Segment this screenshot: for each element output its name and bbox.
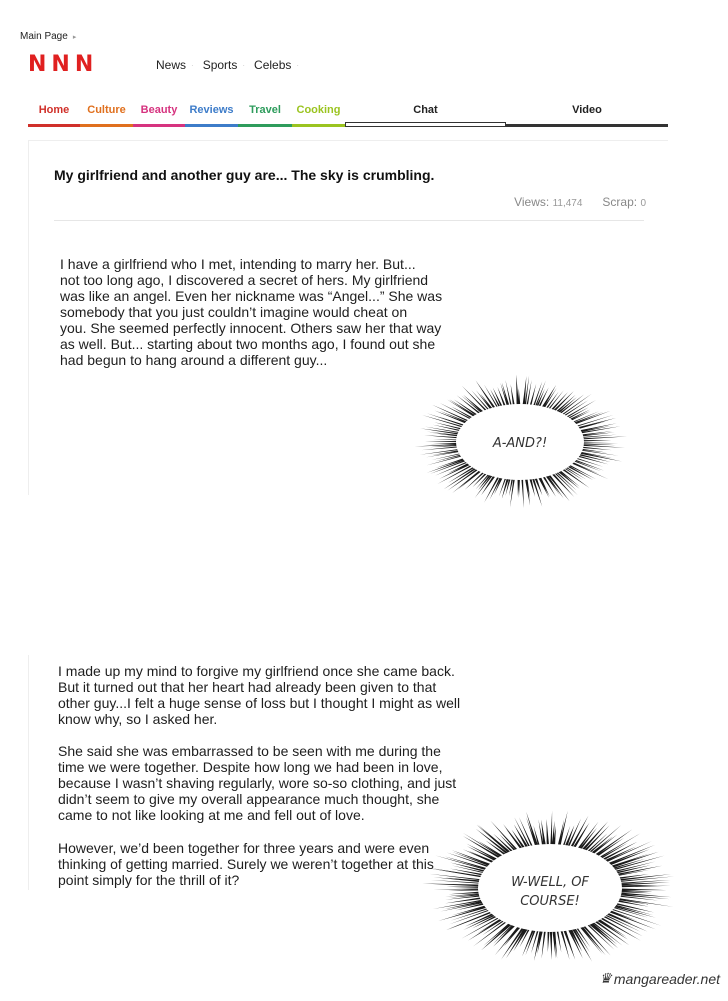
burst-spike [481,922,513,950]
panel-border [28,140,29,495]
tab-home[interactable] [28,103,80,127]
tab-underline [238,124,292,127]
burst-spike [422,446,461,450]
tab-cooking[interactable] [292,103,345,127]
burst-spike [454,399,479,416]
burst-spike [447,399,477,417]
burst-spike [526,812,538,847]
article-paragraph: I have a girlfriend who I met, intending to marry her. But... not too long ago, I discovered a secret of hers. My girlfriend was like an angel. Even her nickname was “Angel...” She was somebody that you just couldn’t imagine would cheat on you. She seemed perfectly innocent. Others saw her that way as well. But... starting about two months ago, I found out she had begun to hang around a different guy... [60,256,443,368]
burst-spike [510,478,515,508]
burst-spike [425,441,460,442]
tab-beauty[interactable] [133,103,185,127]
tab-travel[interactable] [238,103,292,127]
burst-spike [511,384,515,406]
tab-label: Beauty [140,104,178,116]
tab-underline [80,124,133,127]
burst-spike [471,390,490,411]
article-meta [514,195,646,209]
burst-spike [550,930,552,960]
tab-label: Reviews [189,104,234,116]
burst-spike [577,452,622,462]
tab-label: Travel [249,104,281,116]
tab-chat[interactable] [345,103,506,127]
speech-burst-2 [420,808,680,968]
burst-spike [556,930,561,953]
burst-spike [525,478,530,506]
views-value: 11,474 [552,198,583,209]
article-paragraph: However, we’d been together for three years and were even thinking of getting married. Surely we weren’t together at this point simply for the thrill of it? [58,840,434,888]
burst-spike [580,443,616,445]
burst-spike [502,477,510,499]
tab-label: Culture [87,104,126,116]
panel-divider [28,140,668,141]
burst-spike [463,836,503,859]
burst-spike [618,888,667,890]
burst-spike [581,822,608,852]
tab-label: Cooking [296,104,341,116]
category-tabs [28,103,668,127]
views-counter [514,195,582,209]
burst-spike [434,888,483,889]
burst-spike [477,918,503,934]
burst-spike [534,930,542,961]
burst-spike [494,476,503,494]
burst-spike [473,920,508,946]
tab-underline [185,124,238,127]
tab-underline [28,124,80,127]
burst-spike [548,930,550,952]
tab-label: Chat [413,104,438,116]
burst-spike [430,443,460,444]
burst-spike [611,906,648,917]
burst-spike [570,815,589,848]
burst-spike [542,930,546,959]
speech-burst-1 [410,372,630,512]
top-nav [156,58,299,72]
burst-spike [580,440,612,442]
burst-spike [600,842,637,861]
scrap-label: Scrap: [602,195,638,209]
burst-spike [518,388,520,406]
burst-spike [422,883,482,886]
scrap-counter[interactable] [602,195,646,209]
burst-spike [580,442,619,443]
burst-spike [558,469,580,486]
separator-dot-icon: · [296,60,300,70]
article-title: My girlfriend and another guy are... The sky is crumbling. [54,167,435,183]
burst-spike [447,886,482,888]
breadcrumb-main-page[interactable]: Main Page [20,31,68,42]
burst-spike [578,449,618,455]
tab-culture[interactable] [80,103,133,127]
burst-spike [558,811,567,847]
scrap-value: 0 [640,198,646,209]
tab-underline [345,122,506,127]
tab-label: Video [572,104,602,116]
burst-spike [550,392,568,411]
views-label: Views: [514,195,550,209]
watermark [599,970,720,987]
burst-spike [550,811,552,846]
separator-dot-icon: · [242,60,246,70]
speech-bubble-text: W-WELL, OF [511,875,589,890]
tab-underline [292,124,345,127]
title-divider [54,220,644,221]
speech-bubble-text: COURSE! [520,894,580,909]
crown-icon: ♛ [599,970,612,986]
site-logo[interactable]: NNN [28,52,99,77]
tab-underline [506,124,668,127]
burst-spike [446,911,494,930]
breadcrumb [20,31,76,42]
chevron-right-icon: ▸ [72,33,77,41]
tab-reviews[interactable] [185,103,238,127]
nav-sports[interactable]: Sports [202,58,238,72]
burst-spike [493,923,515,943]
tab-video[interactable] [506,103,668,127]
tab-underline [133,124,185,127]
panel-border [28,655,29,890]
burst-spike [547,819,550,846]
speech-bubble-text: A-AND?! [492,436,548,451]
burst-spike [521,478,524,508]
nav-news[interactable]: News [156,58,187,72]
separator-dot-icon: · [191,60,194,70]
nav-celebs[interactable]: Celebs [254,58,292,72]
article-paragraph: I made up my mind to forgive my girlfriend once she came back. But it turned out that her heart had already been given to that other guy...I felt a huge sense of loss but I thought I might as well know why, so I asked her. [58,663,461,727]
article-paragraph: She said she was embarrassed to be seen with me during the time we were together. Despite how long we had been in love, because I wasn’t shaving regularly, wore so-so clothing, and just didn’t seem to give my overall appearance much thought, she came to not like looking at me and fell out of love. [58,743,457,823]
watermark-text: mangareader.net [613,970,720,987]
tab-label: Home [38,104,70,116]
